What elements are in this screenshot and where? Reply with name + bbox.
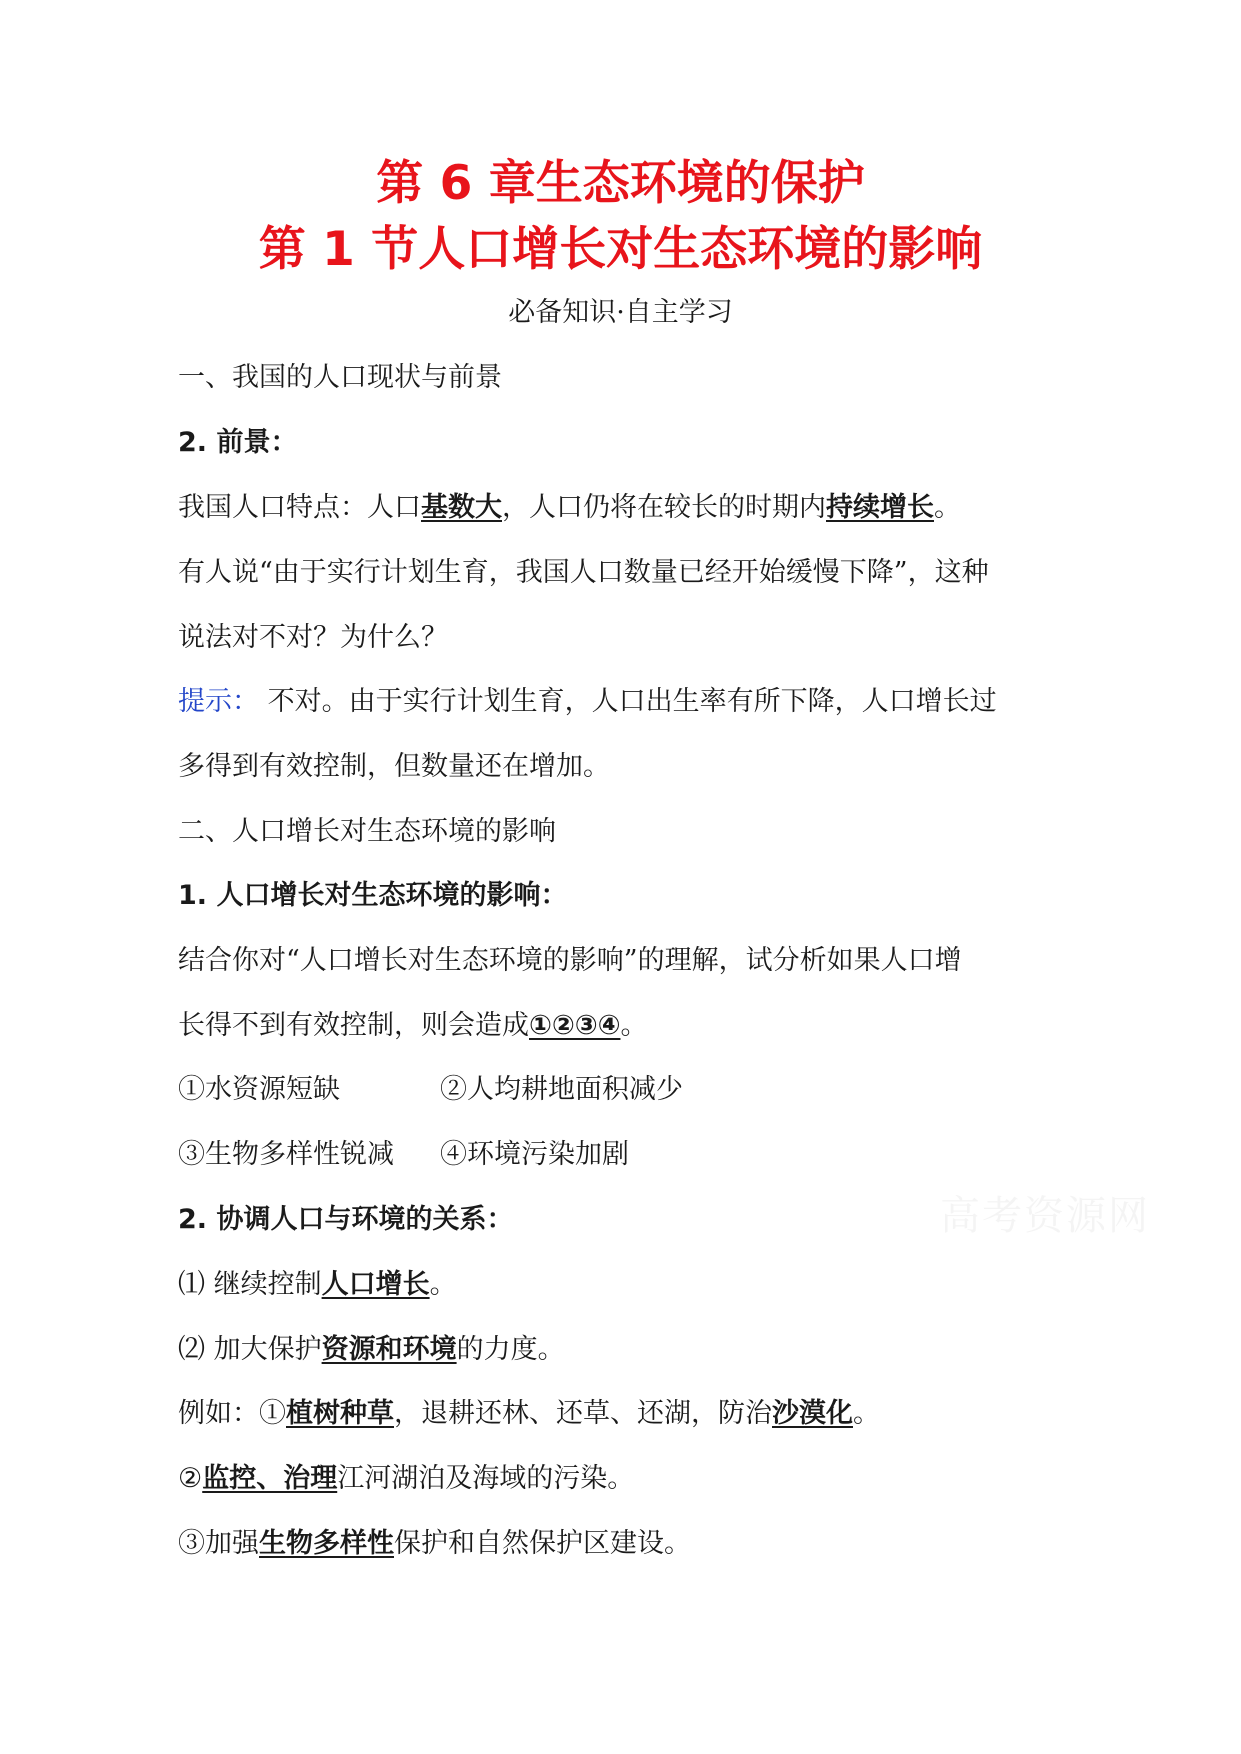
example-3-key: 生物多样性	[259, 1528, 394, 1559]
measure-2-end: 的力度。	[456, 1334, 565, 1365]
example-2	[178, 1461, 634, 1497]
measure-2-key: 资源和环境	[321, 1334, 457, 1365]
hint-text-1: 不对。由于实行计划生育，人口出生率有所下降，人口增长过	[259, 686, 997, 717]
part1-heading: 一、我国的人口现状与前景	[178, 362, 502, 393]
example-1-key2: 沙漠化	[772, 1398, 853, 1429]
question-line-2: 说法对不对？为什么？	[178, 622, 448, 653]
measure-1-end: 。	[429, 1269, 457, 1300]
question-line-1: 有人说“由于实行计划生育，我国人口数量已经开始缓慢下降”，这种	[178, 557, 989, 588]
options-row-1	[178, 1072, 778, 1108]
hint-line-2: 多得到有效控制，但数量还在增加。	[178, 751, 610, 782]
option-3: ③生物多样性锐减	[178, 1139, 394, 1170]
part2-heading: 二、人口增长对生态环境的影响	[178, 816, 556, 847]
example-2-end: 江河湖泊及海域的污染。	[337, 1463, 635, 1494]
example-1-end: 。	[853, 1398, 880, 1429]
option-2: ②人均耕地面积减少	[440, 1074, 683, 1105]
hint-label: 提示：	[178, 686, 259, 717]
measure-2	[178, 1332, 565, 1368]
impact-heading: 1. 人口增长对生态环境的影响：	[178, 880, 568, 911]
feature-key-base: 基数大	[421, 492, 502, 523]
analysis-line-1: 结合你对“人口增长对生态环境的影响”的理解，试分析如果人口增	[178, 945, 962, 976]
coordinate-heading: 2. 协调人口与环境的关系：	[178, 1204, 514, 1235]
feature-prefix: 我国人口特点：人口	[178, 492, 421, 523]
example-2-key: 监控、治理	[202, 1463, 338, 1494]
population-feature-line	[178, 490, 961, 526]
measure-1-prefix: ⑴ 继续控制	[178, 1269, 322, 1300]
measure-1	[178, 1267, 457, 1303]
example-3-prefix: ③加强	[178, 1528, 259, 1559]
measure-1-key: 人口增长	[321, 1269, 430, 1300]
analysis-answer: ①②③④	[529, 1010, 621, 1041]
watermark: 高考资源网	[940, 1193, 1150, 1239]
options-row-2	[178, 1137, 778, 1173]
feature-key-growth: 持续增长	[826, 492, 934, 523]
analysis-line-2	[178, 1008, 647, 1044]
example-3	[178, 1526, 691, 1562]
measure-2-prefix: ⑵ 加大保护	[178, 1334, 322, 1365]
feature-mid: ，人口仍将在较长的时期内	[502, 492, 826, 523]
example-3-end: 保护和自然保护区建设。	[394, 1528, 691, 1559]
option-4: ④环境污染加剧	[440, 1139, 629, 1170]
page-subtitle: 必备知识·自主学习	[508, 297, 733, 328]
example-1	[178, 1396, 880, 1432]
example-1-key1: 植树种草	[286, 1398, 394, 1429]
analysis-prefix: 长得不到有效控制，则会造成	[178, 1010, 529, 1041]
chapter-title: 第 6 章生态环境的保护	[376, 156, 865, 211]
example-2-prefix: ②	[178, 1463, 203, 1494]
feature-end: 。	[934, 492, 961, 523]
section-title: 第 1 节人口增长对生态环境的影响	[258, 222, 983, 277]
example-1-mid: ，退耕还林、还草、还湖，防治	[394, 1398, 772, 1429]
example-1-prefix: 例如：①	[178, 1398, 286, 1429]
option-1: ①水资源短缺	[178, 1074, 340, 1105]
analysis-end: 。	[620, 1010, 648, 1041]
prospect-heading: 2. 前景：	[178, 427, 298, 458]
hint-line-1	[178, 684, 997, 720]
